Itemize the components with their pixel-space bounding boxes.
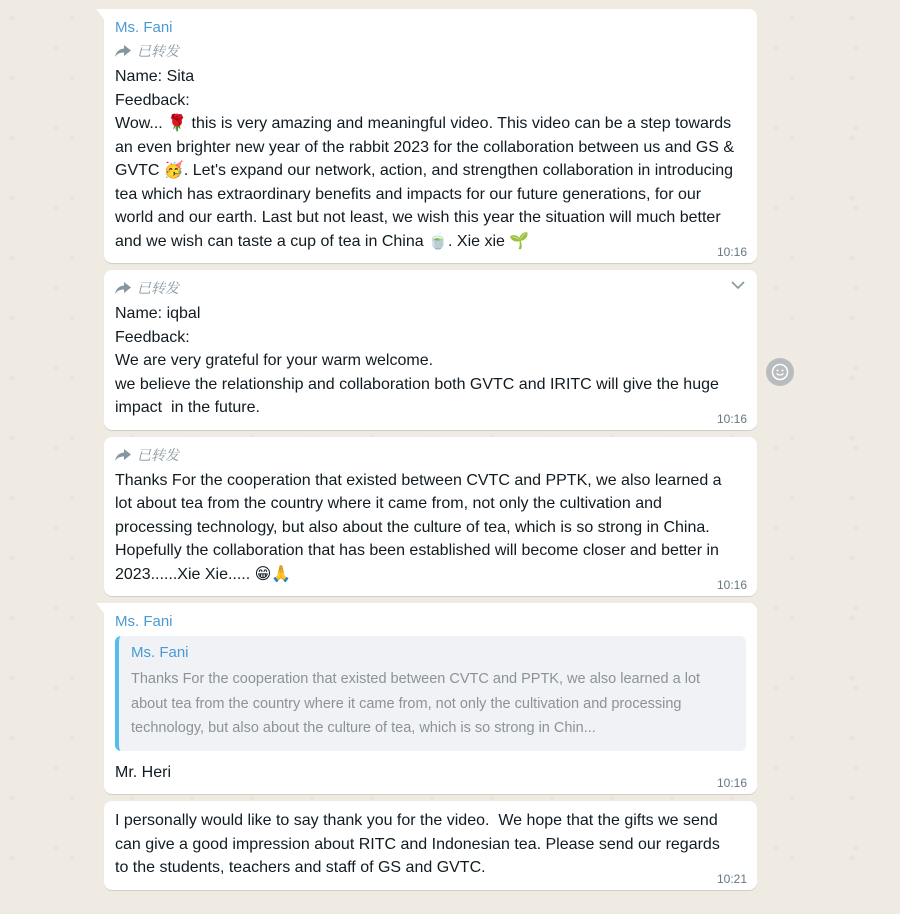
forwarded-indicator [115,41,746,61]
message-bubble[interactable] [104,437,757,597]
sender-name[interactable]: Ms. Fani [115,613,173,630]
message-bubble[interactable] [104,270,757,430]
emoji-reaction-icon [771,363,789,381]
forwarded-label: 已转发 [137,280,179,296]
forwarded-label: 已转发 [137,43,179,59]
message-time: 10:16 [716,411,747,426]
message-time: 10:16 [716,578,747,592]
message-text: Name: Sita Feedback: Wow... 🌹 this is very amazing and meaningful video. This video can be a step towards an even brighter new year of the rabbit 2023 for the collaboration between us and GS & GVTC 🥳. Let's expand our network, action, and strengthen collaboration in introducing tea which has extraordinary benefits and impacts for our future generations, for our world and our earth. Last but not least, we wish this year the situation will much better and we wish can taste a cup of tea in China 🍵. Xie xie 🌱 [115,68,735,250]
forward-arrow-icon [115,449,131,461]
quoted-message[interactable] [115,636,746,751]
chevron-down-icon[interactable] [731,280,745,290]
message-text: Name: iqbal Feedback: We are very grateful for your warm welcome. we believe the relationship and collaboration both GVTC and IRITC will give the huge impact in the future. [115,305,719,416]
forwarded-indicator [115,445,746,465]
forwarded-indicator [115,278,746,298]
message-text: I personally would like to say thank you for the video. We hope that the gifts we send can give a good impression about RITC and Indonesian tea. Please send our regards to the students, teachers and staff of GS and GVTC. [115,812,725,876]
message-time: 10:16 [716,776,747,790]
quoted-sender: Ms. Fani [131,644,189,661]
message-text: Mr. Heri [115,763,171,781]
message-bubble[interactable] [104,801,757,890]
forwarded-label: 已转发 [137,446,179,463]
message-time: 10:16 [716,245,747,259]
message-bubble[interactable] [104,603,757,794]
message-list [104,9,757,897]
quoted-text: Thanks For the cooperation that existed between CVTC and PPTK, we also learned a lot about tea from the country where it came from, not only the cultivation and processing technology, but also about the culture of tea, which is so strong in Chin... [131,671,701,736]
message-time: 10:21 [716,871,747,886]
message-text: Thanks For the cooperation that existed between CVTC and PPTK, we also learned a lot about tea from the country where it came from, not only the cultivation and processing technology, but also about the culture of tea, which is so strong in China. Hopefully the collaboration that has been established will become closer and better in 2023......Xie Xie..... 😁🙏 [115,471,727,583]
forward-arrow-icon [115,45,131,57]
forward-arrow-icon [115,282,131,294]
message-bubble[interactable] [104,9,757,263]
sender-name[interactable]: Ms. Fani [115,19,173,36]
emoji-reaction-button[interactable] [766,358,794,386]
